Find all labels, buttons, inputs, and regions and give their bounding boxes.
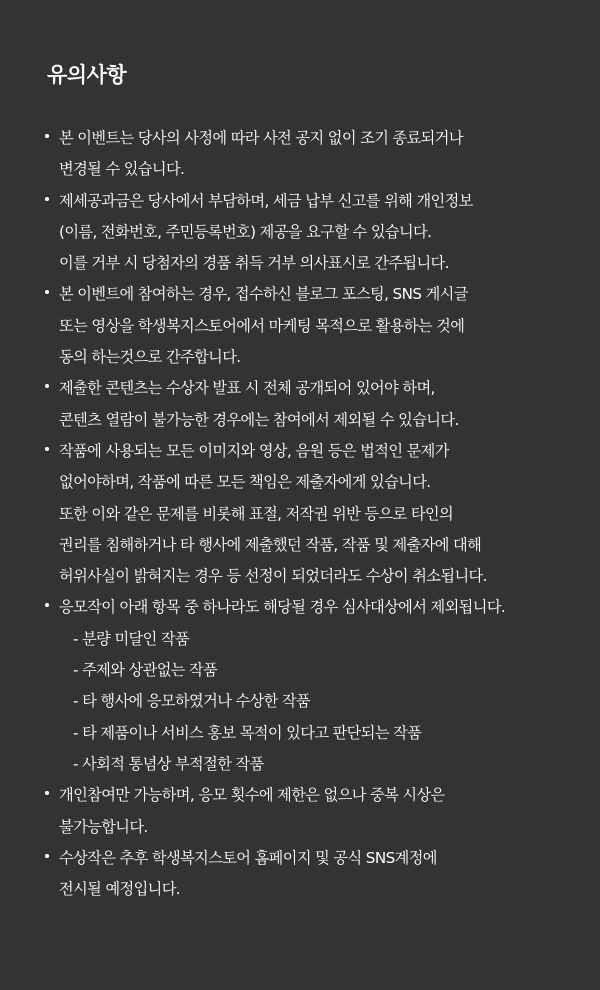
exclusion-item: - 타 행사에 응모하였거나 수상한 작품 <box>73 692 311 711</box>
notice-line: 허위사실이 밝혀지는 경우 등 선정이 되었더라도 수상이 취소됩니다. <box>59 567 487 586</box>
notice-line: 제출한 콘텐츠는 수상자 발표 시 전체 공개되어 있어야 하며, <box>59 379 435 398</box>
notice-line: 없어야하며, 작품에 따른 모든 책임은 제출자에게 있습니다. <box>59 473 431 492</box>
notice-line: 전시될 예정입니다. <box>59 880 181 899</box>
notice-line: 이를 거부 시 당첨자의 경품 취득 거부 의사표시로 간주됩니다. <box>59 254 449 273</box>
bullet-dot-icon <box>45 854 49 858</box>
notice-line: 콘텐츠 열람이 불가능한 경우에는 참여에서 제외될 수 있습니다. <box>59 410 459 429</box>
notice-line: 또한 이와 같은 문제를 비롯해 표절, 저작권 위반 등으로 타인의 <box>59 504 454 523</box>
exclusion-item: - 타 제품이나 서비스 홍보 목적이 있다고 판단되는 작품 <box>73 723 422 742</box>
notice-item <box>44 186 576 280</box>
bullet-dot-icon <box>45 384 49 388</box>
notice-line: 권리를 침해하거나 타 행사에 제출했던 작품, 작품 및 제출자에 대해 <box>59 535 482 554</box>
bullet-dot-icon <box>45 197 49 201</box>
notice-line: 개인참여만 가능하며, 응모 횟수에 제한은 없으나 중복 시상은 <box>59 786 445 805</box>
notice-line: (이름, 전화번호, 주민등록번호) 제공을 요구할 수 있습니다. <box>59 222 432 241</box>
notice-line: 본 이벤트에 참여하는 경우, 접수하신 블로그 포스팅, SNS 게시글 <box>59 285 468 304</box>
notice-item <box>44 123 576 186</box>
notice-item <box>44 780 576 843</box>
notice-item <box>44 592 576 780</box>
notice-item <box>44 436 576 592</box>
bullet-dot-icon <box>45 791 49 795</box>
notice-line: 본 이벤트는 당사의 사정에 따라 사전 공지 없이 조기 종료되거나 <box>59 129 463 147</box>
notice-line: 수상작은 추후 학생복지스토어 홈페이지 및 공식 SNS계정에 <box>59 848 437 867</box>
notice-item <box>44 373 576 436</box>
bullet-dot-icon <box>45 290 49 294</box>
notice-line: 또는 영상을 학생복지스토어에서 마케팅 목적으로 활용하는 것에 <box>59 316 465 335</box>
notice-line: 제세공과금은 당사에서 부담하며, 세금 납부 신고를 위해 개인정보 <box>59 191 473 210</box>
exclusion-list <box>59 624 576 780</box>
bullet-dot-icon <box>45 134 49 138</box>
notice-title: 유의사항 <box>47 63 127 87</box>
bullet-dot-icon <box>45 447 49 451</box>
bullet-dot-icon <box>45 603 49 607</box>
exclusion-item: - 주제와 상관없는 작품 <box>73 661 218 680</box>
notice-line: 응모작이 아래 항목 중 하나라도 해당될 경우 심사대상에서 제외됩니다. <box>59 598 506 617</box>
notice-line: 변경될 수 있습니다. <box>59 160 185 179</box>
notice-item <box>44 843 576 906</box>
exclusion-item: - 분량 미달인 작품 <box>73 629 190 648</box>
notice-list <box>44 123 576 905</box>
exclusion-item: - 사회적 통념상 부적절한 작품 <box>73 754 264 773</box>
notice-line: 불가능합니다. <box>59 817 148 836</box>
notice-line: 동의 하는것으로 간주합니다. <box>59 348 241 367</box>
notice-line: 작품에 사용되는 모든 이미지와 영상, 음원 등은 법적인 문제가 <box>59 441 449 460</box>
notice-item <box>44 279 576 373</box>
